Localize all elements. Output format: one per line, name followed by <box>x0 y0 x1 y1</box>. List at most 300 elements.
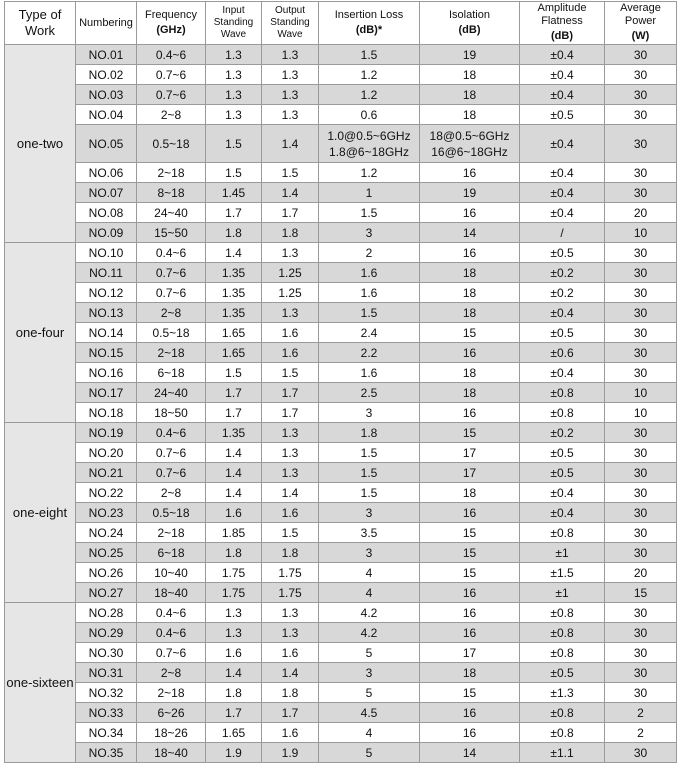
cell-output-vswr: 1.6 <box>262 723 319 743</box>
header-frequency-unit: (GHz) <box>156 23 186 36</box>
cell-output-vswr: 1.7 <box>262 703 319 723</box>
cell-input-vswr: 1.35 <box>206 303 262 323</box>
cell-average-power: 30 <box>605 443 677 463</box>
cell-frequency: 8~18 <box>137 183 206 203</box>
table-row <box>5 203 677 223</box>
cell-insertion-loss: 1.2 <box>319 85 420 105</box>
cell-amplitude-flatness: ±0.4 <box>520 125 605 163</box>
cell-numbering: NO.19 <box>76 423 137 443</box>
cell-frequency: 2~18 <box>137 343 206 363</box>
cell-amplitude-flatness: ±1.1 <box>520 743 605 763</box>
cell-amplitude-flatness: ±0.2 <box>520 263 605 283</box>
cell-frequency: 2~8 <box>137 663 206 683</box>
cell-output-vswr: 1.3 <box>262 603 319 623</box>
table-row <box>5 105 677 125</box>
cell-frequency: 0.7~6 <box>137 85 206 105</box>
table-row <box>5 503 677 523</box>
isolation-line-2: 16@6~18GHz <box>431 144 508 159</box>
cell-output-vswr: 1.3 <box>262 105 319 125</box>
table-row <box>5 623 677 643</box>
cell-output-vswr: 1.7 <box>262 403 319 423</box>
cell-average-power: 30 <box>605 105 677 125</box>
cell-input-vswr: 1.75 <box>206 583 262 603</box>
cell-isolation: 18 <box>420 105 520 125</box>
cell-insertion-loss: 5 <box>319 743 420 763</box>
splitter-spec-table <box>4 1 677 763</box>
cell-output-vswr: 1.5 <box>262 163 319 183</box>
cell-insertion-loss: 4 <box>319 563 420 583</box>
cell-input-vswr: 1.6 <box>206 503 262 523</box>
cell-amplitude-flatness: ±1 <box>520 583 605 603</box>
cell-input-vswr: 1.35 <box>206 283 262 303</box>
cell-isolation: 16 <box>420 703 520 723</box>
cell-amplitude-flatness: ±0.4 <box>520 183 605 203</box>
table-row <box>5 163 677 183</box>
cell-output-vswr: 1.7 <box>262 383 319 403</box>
cell-amplitude-flatness: ±0.6 <box>520 343 605 363</box>
cell-isolation: 14 <box>420 743 520 763</box>
cell-isolation: 18 <box>420 363 520 383</box>
cell-input-vswr: 1.4 <box>206 663 262 683</box>
cell-numbering: NO.34 <box>76 723 137 743</box>
table-row <box>5 423 677 443</box>
cell-numbering: NO.09 <box>76 223 137 243</box>
cell-numbering: NO.07 <box>76 183 137 203</box>
cell-average-power: 20 <box>605 563 677 583</box>
cell-output-vswr: 1.6 <box>262 643 319 663</box>
cell-insertion-loss: 3 <box>319 403 420 423</box>
cell-numbering: NO.18 <box>76 403 137 423</box>
cell-insertion-loss: 2.5 <box>319 383 420 403</box>
header-numbering-label: Numbering <box>79 16 133 29</box>
cell-numbering: NO.33 <box>76 703 137 723</box>
cell-frequency: 0.5~18 <box>137 503 206 523</box>
header-frequency <box>137 2 206 45</box>
cell-numbering: NO.28 <box>76 603 137 623</box>
cell-numbering: NO.04 <box>76 105 137 125</box>
cell-insertion-loss: 3 <box>319 223 420 243</box>
cell-average-power: 30 <box>605 303 677 323</box>
cell-average-power: 2 <box>605 723 677 743</box>
table-row <box>5 343 677 363</box>
cell-isolation: 16 <box>420 343 520 363</box>
cell-insertion-loss: 5 <box>319 643 420 663</box>
cell-isolation: 17 <box>420 463 520 483</box>
cell-average-power: 30 <box>605 643 677 663</box>
cell-numbering: NO.13 <box>76 303 137 323</box>
cell-insertion-loss: 1.5 <box>319 203 420 223</box>
table-row <box>5 563 677 583</box>
cell-input-vswr: 1.8 <box>206 543 262 563</box>
cell-frequency: 2~8 <box>137 483 206 503</box>
cell-frequency: 18~40 <box>137 583 206 603</box>
cell-average-power: 10 <box>605 383 677 403</box>
cell-isolation: 15 <box>420 423 520 443</box>
table-row <box>5 303 677 323</box>
cell-insertion-loss: 1.5 <box>319 45 420 65</box>
header-isolation-unit: (dB) <box>458 23 481 36</box>
table-row <box>5 243 677 263</box>
insertion-loss-line-1: 1.0@0.5~6GHz <box>327 128 411 143</box>
cell-input-vswr: 1.5 <box>206 363 262 383</box>
cell-amplitude-flatness: ±0.5 <box>520 463 605 483</box>
cell-amplitude-flatness: ±1.5 <box>520 563 605 583</box>
table-row <box>5 683 677 703</box>
cell-amplitude-flatness: ±0.8 <box>520 703 605 723</box>
cell-input-vswr: 1.7 <box>206 383 262 403</box>
cell-amplitude-flatness: ±0.8 <box>520 403 605 423</box>
header-frequency-label: Frequency <box>145 8 197 21</box>
cell-insertion-loss: 1.6 <box>319 263 420 283</box>
cell-isolation: 18 <box>420 383 520 403</box>
header-isolation-label: Isolation <box>449 8 490 21</box>
header-amplitude-flatness-label: Amplitude Flatness <box>537 2 587 27</box>
cell-average-power: 2 <box>605 703 677 723</box>
cell-input-vswr: 1.8 <box>206 223 262 243</box>
cell-frequency: 0.4~6 <box>137 45 206 65</box>
cell-isolation: 16 <box>420 243 520 263</box>
cell-frequency: 24~40 <box>137 203 206 223</box>
cell-insertion-loss: 3 <box>319 663 420 683</box>
table-row <box>5 85 677 105</box>
header-output-vswr <box>262 2 319 45</box>
cell-frequency: 18~26 <box>137 723 206 743</box>
cell-insertion-loss: 2.2 <box>319 343 420 363</box>
cell-numbering: NO.23 <box>76 503 137 523</box>
cell-amplitude-flatness: ±0.4 <box>520 303 605 323</box>
insertion-loss-line-2: 1.8@6~18GHz <box>329 144 409 159</box>
cell-insertion-loss: 4.2 <box>319 623 420 643</box>
spec-table-body <box>5 45 677 763</box>
cell-numbering: NO.24 <box>76 523 137 543</box>
cell-average-power: 30 <box>605 183 677 203</box>
cell-output-vswr: 1.3 <box>262 423 319 443</box>
header-average-power-unit: (W) <box>631 30 650 42</box>
cell-frequency: 0.4~6 <box>137 423 206 443</box>
cell-insertion-loss: 5 <box>319 683 420 703</box>
cell-frequency: 15~50 <box>137 223 206 243</box>
cell-average-power: 30 <box>605 603 677 623</box>
table-row <box>5 65 677 85</box>
cell-frequency: 6~26 <box>137 703 206 723</box>
cell-average-power: 30 <box>605 243 677 263</box>
cell-output-vswr: 1.3 <box>262 623 319 643</box>
cell-average-power: 20 <box>605 203 677 223</box>
cell-output-vswr: 1.4 <box>262 483 319 503</box>
spec-table-container <box>4 1 677 763</box>
cell-output-vswr: 1.4 <box>262 663 319 683</box>
cell-output-vswr: 1.4 <box>262 125 319 163</box>
cell-average-power: 10 <box>605 403 677 423</box>
cell-output-vswr: 1.6 <box>262 343 319 363</box>
cell-frequency: 0.7~6 <box>137 463 206 483</box>
cell-input-vswr: 1.5 <box>206 125 262 163</box>
header-average-power-label: Average Power <box>620 2 661 27</box>
cell-isolation: 18 <box>420 663 520 683</box>
cell-insertion-loss: 1.8 <box>319 423 420 443</box>
cell-insertion-loss: 1.2 <box>319 65 420 85</box>
cell-amplitude-flatness: ±0.4 <box>520 203 605 223</box>
cell-insertion-loss: 4 <box>319 723 420 743</box>
cell-insertion-loss: 1.5 <box>319 463 420 483</box>
cell-insertion-loss: 1.6 <box>319 283 420 303</box>
cell-isolation: 18 <box>420 303 520 323</box>
table-row <box>5 263 677 283</box>
table-row <box>5 283 677 303</box>
cell-frequency: 6~18 <box>137 543 206 563</box>
cell-average-power: 30 <box>605 263 677 283</box>
cell-isolation: 18 <box>420 65 520 85</box>
cell-amplitude-flatness: ±0.5 <box>520 323 605 343</box>
cell-frequency: 0.4~6 <box>137 623 206 643</box>
header-input-vswr-label: Input Standing Wave <box>213 5 254 40</box>
table-row <box>5 703 677 723</box>
group-label-one-eight: one-eight <box>5 423 76 603</box>
header-input-vswr <box>206 2 262 45</box>
cell-average-power: 30 <box>605 503 677 523</box>
cell-numbering: NO.10 <box>76 243 137 263</box>
cell-insertion-loss: 3 <box>319 503 420 523</box>
table-row <box>5 543 677 563</box>
cell-insertion-loss: 1 <box>319 183 420 203</box>
cell-amplitude-flatness: ±1.3 <box>520 683 605 703</box>
cell-frequency: 0.4~6 <box>137 243 206 263</box>
cell-frequency: 0.4~6 <box>137 603 206 623</box>
cell-average-power: 10 <box>605 223 677 243</box>
cell-input-vswr: 1.7 <box>206 703 262 723</box>
cell-numbering: NO.02 <box>76 65 137 85</box>
cell-amplitude-flatness: ±0.5 <box>520 663 605 683</box>
cell-output-vswr: 1.75 <box>262 563 319 583</box>
cell-amplitude-flatness: ±0.4 <box>520 45 605 65</box>
cell-average-power: 30 <box>605 125 677 163</box>
cell-numbering: NO.12 <box>76 283 137 303</box>
cell-average-power: 30 <box>605 623 677 643</box>
table-row <box>5 183 677 203</box>
cell-insertion-loss: 1.2 <box>319 163 420 183</box>
cell-frequency: 24~40 <box>137 383 206 403</box>
cell-isolation: 16 <box>420 403 520 423</box>
cell-amplitude-flatness: ±0.2 <box>520 283 605 303</box>
header-insertion-loss-unit: (dB)* <box>355 23 383 36</box>
cell-numbering: NO.01 <box>76 45 137 65</box>
cell-isolation: 18 <box>420 483 520 503</box>
table-row <box>5 603 677 623</box>
cell-average-power: 30 <box>605 483 677 503</box>
group-label-one-four: one-four <box>5 243 76 423</box>
table-row <box>5 363 677 383</box>
cell-numbering: NO.06 <box>76 163 137 183</box>
cell-isolation: 15 <box>420 543 520 563</box>
cell-isolation: 14 <box>420 223 520 243</box>
cell-frequency: 0.7~6 <box>137 283 206 303</box>
table-row <box>5 223 677 243</box>
group-label-one-two: one-two <box>5 45 76 243</box>
cell-insertion-loss: 4.5 <box>319 703 420 723</box>
cell-amplitude-flatness: / <box>520 223 605 243</box>
cell-amplitude-flatness: ±0.5 <box>520 105 605 125</box>
cell-insertion-loss: 2 <box>319 243 420 263</box>
cell-frequency: 10~40 <box>137 563 206 583</box>
cell-amplitude-flatness: ±0.8 <box>520 383 605 403</box>
cell-frequency: 18~40 <box>137 743 206 763</box>
cell-average-power: 30 <box>605 283 677 303</box>
table-row <box>5 463 677 483</box>
table-row <box>5 125 677 163</box>
cell-numbering: NO.20 <box>76 443 137 463</box>
cell-input-vswr: 1.65 <box>206 723 262 743</box>
cell-isolation: 16 <box>420 503 520 523</box>
table-row <box>5 323 677 343</box>
cell-numbering: NO.21 <box>76 463 137 483</box>
header-numbering <box>76 2 137 45</box>
cell-average-power: 30 <box>605 85 677 105</box>
cell-average-power: 30 <box>605 463 677 483</box>
cell-input-vswr: 1.65 <box>206 343 262 363</box>
table-row <box>5 483 677 503</box>
cell-average-power: 15 <box>605 583 677 603</box>
cell-input-vswr: 1.6 <box>206 643 262 663</box>
cell-input-vswr: 1.3 <box>206 105 262 125</box>
cell-amplitude-flatness: ±0.5 <box>520 243 605 263</box>
cell-input-vswr: 1.3 <box>206 45 262 65</box>
cell-input-vswr: 1.3 <box>206 603 262 623</box>
cell-output-vswr: 1.3 <box>262 45 319 65</box>
cell-numbering: NO.03 <box>76 85 137 105</box>
cell-amplitude-flatness: ±0.4 <box>520 503 605 523</box>
table-row <box>5 663 677 683</box>
cell-numbering: NO.14 <box>76 323 137 343</box>
table-row <box>5 443 677 463</box>
cell-input-vswr: 1.3 <box>206 65 262 85</box>
cell-average-power: 30 <box>605 423 677 443</box>
header-output-vswr-label: Output Standing Wave <box>270 5 310 40</box>
cell-output-vswr: 1.75 <box>262 583 319 603</box>
cell-output-vswr: 1.5 <box>262 523 319 543</box>
cell-numbering: NO.15 <box>76 343 137 363</box>
cell-frequency: 0.5~18 <box>137 323 206 343</box>
table-row <box>5 643 677 663</box>
cell-output-vswr: 1.3 <box>262 243 319 263</box>
cell-output-vswr: 1.3 <box>262 65 319 85</box>
cell-isolation: 16 <box>420 583 520 603</box>
cell-numbering: NO.31 <box>76 663 137 683</box>
cell-average-power: 30 <box>605 523 677 543</box>
cell-input-vswr: 1.85 <box>206 523 262 543</box>
cell-output-vswr: 1.3 <box>262 463 319 483</box>
cell-insertion-loss: 3.5 <box>319 523 420 543</box>
cell-insertion-loss: 4 <box>319 583 420 603</box>
cell-input-vswr: 1.3 <box>206 623 262 643</box>
table-row <box>5 723 677 743</box>
cell-amplitude-flatness: ±0.4 <box>520 85 605 105</box>
cell-input-vswr: 1.3 <box>206 85 262 105</box>
cell-input-vswr: 1.7 <box>206 403 262 423</box>
cell-numbering: NO.35 <box>76 743 137 763</box>
cell-amplitude-flatness: ±0.8 <box>520 603 605 623</box>
cell-isolation <box>420 125 520 163</box>
group-label-one-sixteen: one-sixteen <box>5 603 76 763</box>
cell-average-power: 30 <box>605 323 677 343</box>
header-insertion-loss-label: Insertion Loss <box>334 8 404 21</box>
cell-isolation: 16 <box>420 603 520 623</box>
cell-isolation: 17 <box>420 643 520 663</box>
cell-amplitude-flatness: ±0.2 <box>520 423 605 443</box>
cell-insertion-loss: 1.6 <box>319 363 420 383</box>
cell-input-vswr: 1.35 <box>206 423 262 443</box>
cell-isolation: 18 <box>420 283 520 303</box>
cell-insertion-loss: 1.5 <box>319 303 420 323</box>
cell-numbering: NO.08 <box>76 203 137 223</box>
isolation-line-1: 18@0.5~6GHz <box>429 128 510 143</box>
cell-average-power: 30 <box>605 363 677 383</box>
cell-output-vswr: 1.3 <box>262 85 319 105</box>
cell-frequency: 0.7~6 <box>137 65 206 85</box>
cell-numbering: NO.17 <box>76 383 137 403</box>
cell-isolation: 19 <box>420 45 520 65</box>
cell-isolation: 15 <box>420 323 520 343</box>
cell-input-vswr: 1.4 <box>206 443 262 463</box>
cell-amplitude-flatness: ±0.8 <box>520 623 605 643</box>
cell-input-vswr: 1.4 <box>206 483 262 503</box>
cell-input-vswr: 1.45 <box>206 183 262 203</box>
cell-input-vswr: 1.8 <box>206 683 262 703</box>
cell-output-vswr: 1.5 <box>262 363 319 383</box>
cell-isolation: 15 <box>420 523 520 543</box>
cell-output-vswr: 1.6 <box>262 503 319 523</box>
cell-isolation: 16 <box>420 203 520 223</box>
cell-amplitude-flatness: ±1 <box>520 543 605 563</box>
cell-insertion-loss: 2.4 <box>319 323 420 343</box>
cell-numbering: NO.11 <box>76 263 137 283</box>
cell-insertion-loss: 3 <box>319 543 420 563</box>
cell-isolation: 18 <box>420 263 520 283</box>
cell-frequency: 0.7~6 <box>137 263 206 283</box>
cell-input-vswr: 1.7 <box>206 203 262 223</box>
cell-insertion-loss: 4.2 <box>319 603 420 623</box>
cell-frequency: 2~18 <box>137 683 206 703</box>
cell-frequency: 18~50 <box>137 403 206 423</box>
cell-numbering: NO.30 <box>76 643 137 663</box>
header-amplitude-flatness-unit: (dB) <box>551 30 573 42</box>
cell-isolation: 16 <box>420 163 520 183</box>
header-row <box>5 2 677 45</box>
cell-isolation: 15 <box>420 683 520 703</box>
cell-amplitude-flatness: ±0.8 <box>520 523 605 543</box>
cell-output-vswr: 1.25 <box>262 283 319 303</box>
cell-average-power: 30 <box>605 163 677 183</box>
table-row <box>5 383 677 403</box>
cell-average-power: 30 <box>605 343 677 363</box>
cell-numbering: NO.26 <box>76 563 137 583</box>
table-row <box>5 743 677 763</box>
cell-numbering: NO.29 <box>76 623 137 643</box>
cell-isolation: 16 <box>420 723 520 743</box>
cell-output-vswr: 1.25 <box>262 263 319 283</box>
cell-frequency: 2~8 <box>137 303 206 323</box>
cell-amplitude-flatness: ±0.8 <box>520 643 605 663</box>
cell-insertion-loss: 0.6 <box>319 105 420 125</box>
cell-numbering: NO.32 <box>76 683 137 703</box>
cell-numbering: NO.05 <box>76 125 137 163</box>
cell-frequency: 0.7~6 <box>137 643 206 663</box>
table-row <box>5 403 677 423</box>
cell-insertion-loss: 1.5 <box>319 443 420 463</box>
cell-frequency: 0.7~6 <box>137 443 206 463</box>
cell-frequency: 6~18 <box>137 363 206 383</box>
cell-average-power: 30 <box>605 683 677 703</box>
header-type-of-work: Type of Work <box>5 2 76 45</box>
